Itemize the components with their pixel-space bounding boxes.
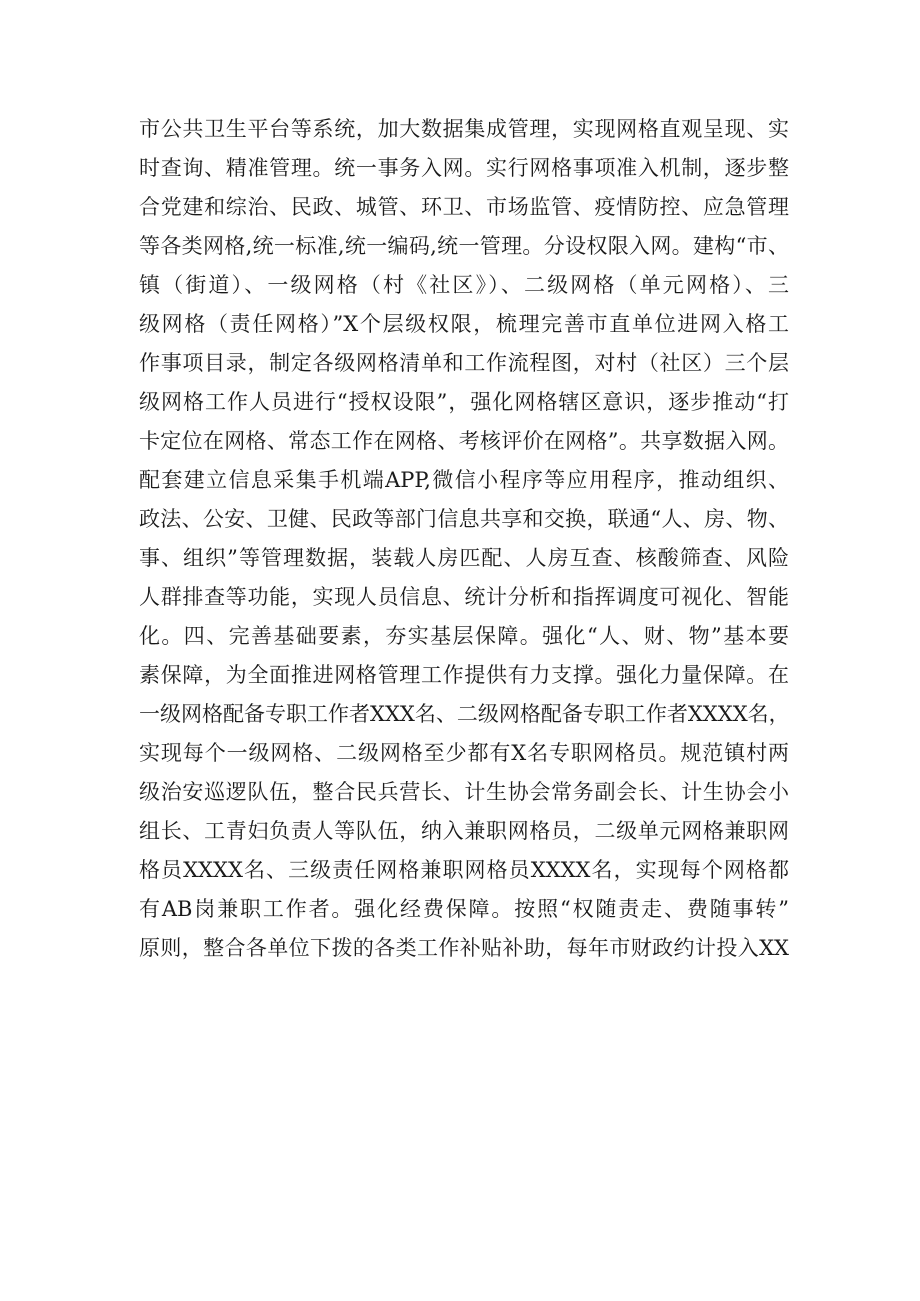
text-line: 级治安巡逻队伍，整合民兵营长、计生协会常务副会长、计生协会小	[139, 780, 789, 804]
text-line: 级网格（责任网格）”X个层级权限，梳理完善市直单位进网入格工	[139, 312, 789, 336]
text-line: 一级网格配备专职工作者XXX名、二级网格配备专职工作者XXXX名，	[139, 702, 790, 726]
text-line: 实现每个一级网格、二级网格至少都有X名专职网格员。规范镇村两	[139, 741, 789, 765]
text-line: 组长、工青妇负责人等队伍，纳入兼职网格员，二级单元网格兼职网	[139, 819, 789, 843]
text-line: 事、组织”等管理数据，装载人房匹配、人房互查、核酸筛查、风险	[139, 546, 789, 570]
text-line: 原则，整合各单位下拨的各类工作补贴补助，每年市财政约计投入XX	[139, 936, 789, 960]
text-line: 格员XXXX名、三级责任网格兼职网格员XXXX名，实现每个网格都	[139, 858, 789, 882]
text-line: 级网格工作人员进行“授权设限”，强化网格辖区意识，逐步推动“打	[139, 390, 789, 414]
text-line: 素保障，为全面推进网格管理工作提供有力支撑。强化力量保障。在	[139, 663, 789, 687]
text-line: 作事项目录，制定各级网格清单和工作流程图，对村（社区）三个层	[139, 351, 789, 375]
body-text	[139, 110, 789, 968]
text-line: 有AB岗兼职工作者。强化经费保障。按照“权随责走、费随事转”	[139, 897, 789, 921]
text-line: 镇（街道）、一级网格（村《社区》）、二级网格（单元网格）、三	[139, 273, 789, 297]
text-line: 人群排查等功能，实现人员信息、统计分析和指挥调度可视化、智能	[139, 585, 789, 609]
text-line: 配套建立信息采集手机端APP,微信小程序等应用程序，推动组织、	[139, 468, 789, 492]
text-line: 卡定位在网格、常态工作在网格、考核评价在网格”。共享数据入网。	[139, 429, 789, 453]
text-line: 时查询、精准管理。统一事务入网。实行网格事项准入机制，逐步整	[139, 156, 789, 180]
text-line: 政法、公安、卫健、民政等部门信息共享和交换，联通“人、房、物、	[139, 507, 789, 531]
text-line: 化。四、完善基础要素，夯实基层保障。强化“人、财、物”基本要	[139, 624, 789, 648]
text-line: 合党建和综治、民政、城管、环卫、市场监管、疫情防控、应急管理	[139, 195, 789, 219]
text-line: 等各类网格,统一标准,统一编码,统一管理。分设权限入网。建构“市、	[139, 234, 789, 258]
text-line: 市公共卫生平台等系统，加大数据集成管理，实现网格直观呈现、实	[139, 117, 789, 141]
